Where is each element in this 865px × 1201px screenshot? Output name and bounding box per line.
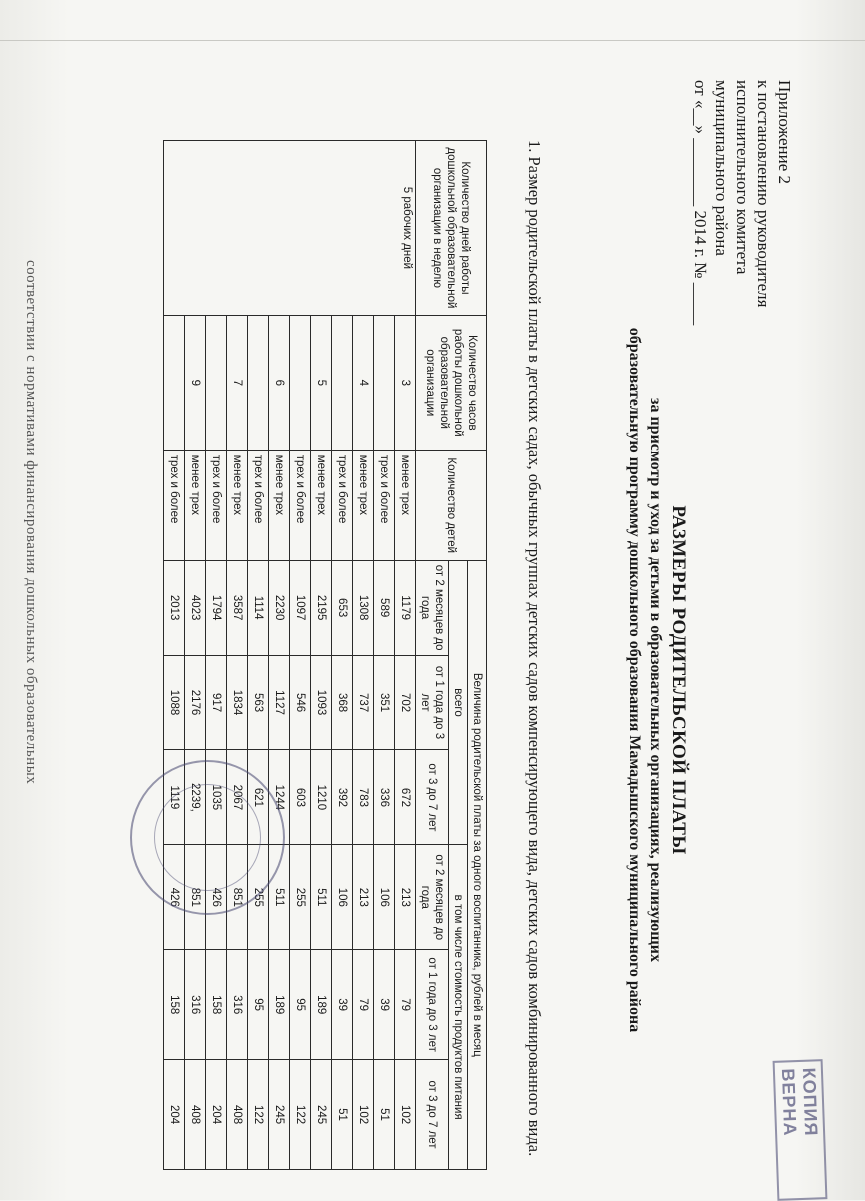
fee-cell: 2195: [311, 560, 332, 655]
hours-cell: [374, 315, 395, 450]
children-cell: менее трех: [311, 450, 332, 560]
food-cell: 204: [164, 1060, 185, 1170]
food-cell: 95: [248, 950, 269, 1060]
food-cell: 204: [206, 1060, 227, 1170]
children-cell: менее трех: [269, 450, 290, 560]
appendix-line-1: Приложение 2: [775, 80, 794, 184]
fee-cell: 2239,: [185, 750, 206, 845]
children-cell: менее трех: [353, 450, 374, 560]
fee-cell: 1119: [164, 750, 185, 845]
header-food-age-1y-3y: от 1 года до 3 лет: [416, 950, 449, 1060]
food-cell: 189: [269, 950, 290, 1060]
header-hours: Количество часов работы дошкольной образовательной организации: [416, 315, 487, 450]
food-cell: 95: [290, 950, 311, 1060]
header-children: Количество детей: [416, 450, 487, 560]
appendix-header: [690, 80, 795, 325]
fee-cell: 336: [374, 750, 395, 845]
header-total: всего: [449, 560, 468, 845]
title-main: РАЗМЕРЫ РОДИТЕЛЬСКОЙ ПЛАТЫ: [668, 505, 689, 855]
fee-cell: 1114: [248, 560, 269, 655]
food-cell: 122: [248, 1060, 269, 1170]
children-cell: трех и более: [332, 450, 353, 560]
food-cell: 189: [311, 950, 332, 1060]
food-cell: 213: [395, 845, 416, 950]
hours-cell: 3: [395, 315, 416, 450]
food-cell: 51: [332, 1060, 353, 1170]
food-cell: 408: [185, 1060, 206, 1170]
fee-cell: 4023: [185, 560, 206, 655]
food-cell: 851: [185, 845, 206, 950]
children-cell: трех и более: [290, 450, 311, 560]
copy-verified-stamp: КОПИЯ ВЕРНА: [773, 1059, 828, 1201]
children-cell: менее трех: [227, 450, 248, 560]
header-fee: Величина родительской платы за одного воспитанника, рублей в месяц: [468, 560, 487, 1169]
hours-cell: 6: [269, 315, 290, 450]
fee-cell: 546: [290, 655, 311, 750]
hours-cell: [164, 315, 185, 450]
hours-cell: 9: [185, 315, 206, 450]
fee-cell: 603: [290, 750, 311, 845]
header-age-3y-7y: от 3 до 7 лет: [416, 750, 449, 845]
fee-cell: 672: [395, 750, 416, 845]
header-age-1y-3y: от 1 года до 3 лет: [416, 655, 449, 750]
fee-cell: 563: [248, 655, 269, 750]
official-seal: [130, 760, 285, 915]
fee-table-body: [164, 141, 416, 1170]
fee-cell: 1179: [395, 560, 416, 655]
food-cell: 408: [227, 1060, 248, 1170]
food-cell: 426: [164, 845, 185, 950]
days-cell: 5 рабочих дней: [164, 141, 416, 316]
title-line-3: образовательную программу дошкольного образования Мамадышского муниципального района: [626, 327, 643, 1033]
food-cell: 255: [290, 845, 311, 950]
fee-cell: 1210: [311, 750, 332, 845]
food-cell: 213: [353, 845, 374, 950]
hours-cell: 5: [311, 315, 332, 450]
bottom-bleed-text: соответствии с нормативами финансирования дошкольных образовательных: [23, 260, 39, 785]
appendix-line-3: исполнительного комитета: [733, 80, 752, 275]
document-title: [624, 300, 690, 1060]
fee-cell: 702: [395, 655, 416, 750]
fee-cell: 783: [353, 750, 374, 845]
food-cell: 316: [185, 950, 206, 1060]
fee-cell: 1308: [353, 560, 374, 655]
fee-cell: 2230: [269, 560, 290, 655]
fee-cell: 653: [332, 560, 353, 655]
title-line-2: за присмотр и уход за детьми в образовательных организациях, реализующих: [647, 398, 664, 962]
fee-cell: 392: [332, 750, 353, 845]
food-cell: 102: [353, 1060, 374, 1170]
fee-cell: 1035: [206, 750, 227, 845]
children-cell: трех и более: [164, 450, 185, 560]
children-cell: менее трех: [395, 450, 416, 560]
food-cell: 102: [395, 1060, 416, 1170]
section-paragraph: 1. Размер родительской платы в детских садах, обычных группах детских садов компенсирующего вида, детских садов комбинированного вида.: [525, 140, 544, 1157]
fee-cell: 1244: [269, 750, 290, 845]
fee-cell: 1127: [269, 655, 290, 750]
fee-table: [163, 140, 487, 1170]
fee-cell: 1097: [290, 560, 311, 655]
children-cell: трех и более: [206, 450, 227, 560]
fee-cell: 589: [374, 560, 395, 655]
table-row: [395, 141, 416, 1170]
food-cell: 158: [164, 950, 185, 1060]
fee-cell: 1834: [227, 655, 248, 750]
header-food-age-2m-1y: от 2 месяцев до года: [416, 845, 449, 950]
header-food-age-3y-7y: от 3 до 7 лет: [416, 1060, 449, 1170]
appendix-line-5: от «__» ________ 2014 г. № _____: [691, 80, 710, 326]
children-cell: трех и более: [248, 450, 269, 560]
fee-cell: 1794: [206, 560, 227, 655]
food-cell: 106: [374, 845, 395, 950]
fee-cell: 2067: [227, 750, 248, 845]
appendix-line-4: муниципального района: [712, 80, 731, 256]
children-cell: трех и более: [374, 450, 395, 560]
hours-cell: [290, 315, 311, 450]
food-cell: 122: [290, 1060, 311, 1170]
food-cell: 255: [248, 845, 269, 950]
fee-cell: 1088: [164, 655, 185, 750]
fee-cell: 351: [374, 655, 395, 750]
hours-cell: [332, 315, 353, 450]
food-cell: 511: [269, 845, 290, 950]
fee-cell: 1093: [311, 655, 332, 750]
appendix-line-2: к постановлению руководителя: [754, 80, 773, 308]
food-cell: 51: [374, 1060, 395, 1170]
food-cell: 158: [206, 950, 227, 1060]
fee-cell: 3587: [227, 560, 248, 655]
food-cell: 39: [374, 950, 395, 1060]
children-cell: менее трех: [185, 450, 206, 560]
fee-cell: 917: [206, 655, 227, 750]
food-cell: 79: [353, 950, 374, 1060]
header-days: Количество дней работы дошкольной образовательной организации в неделю: [416, 141, 487, 316]
header-food: в том числе стоимость продуктов питания: [449, 845, 468, 1170]
food-cell: 39: [332, 950, 353, 1060]
food-cell: 245: [269, 1060, 290, 1170]
hours-cell: [206, 315, 227, 450]
food-cell: 316: [227, 950, 248, 1060]
fee-cell: 368: [332, 655, 353, 750]
food-cell: 79: [395, 950, 416, 1060]
fee-cell: 621: [248, 750, 269, 845]
hours-cell: 7: [227, 315, 248, 450]
food-cell: 851: [227, 845, 248, 950]
fee-cell: 2013: [164, 560, 185, 655]
food-cell: 426: [206, 845, 227, 950]
hours-cell: [248, 315, 269, 450]
food-cell: 245: [311, 1060, 332, 1170]
fee-cell: 2176: [185, 655, 206, 750]
hours-cell: 4: [353, 315, 374, 450]
food-cell: 511: [311, 845, 332, 950]
food-cell: 106: [332, 845, 353, 950]
fee-cell: 737: [353, 655, 374, 750]
official-seal-inner-ring: [154, 784, 261, 891]
header-age-2m-1y: от 2 месяцев до года: [416, 560, 449, 655]
